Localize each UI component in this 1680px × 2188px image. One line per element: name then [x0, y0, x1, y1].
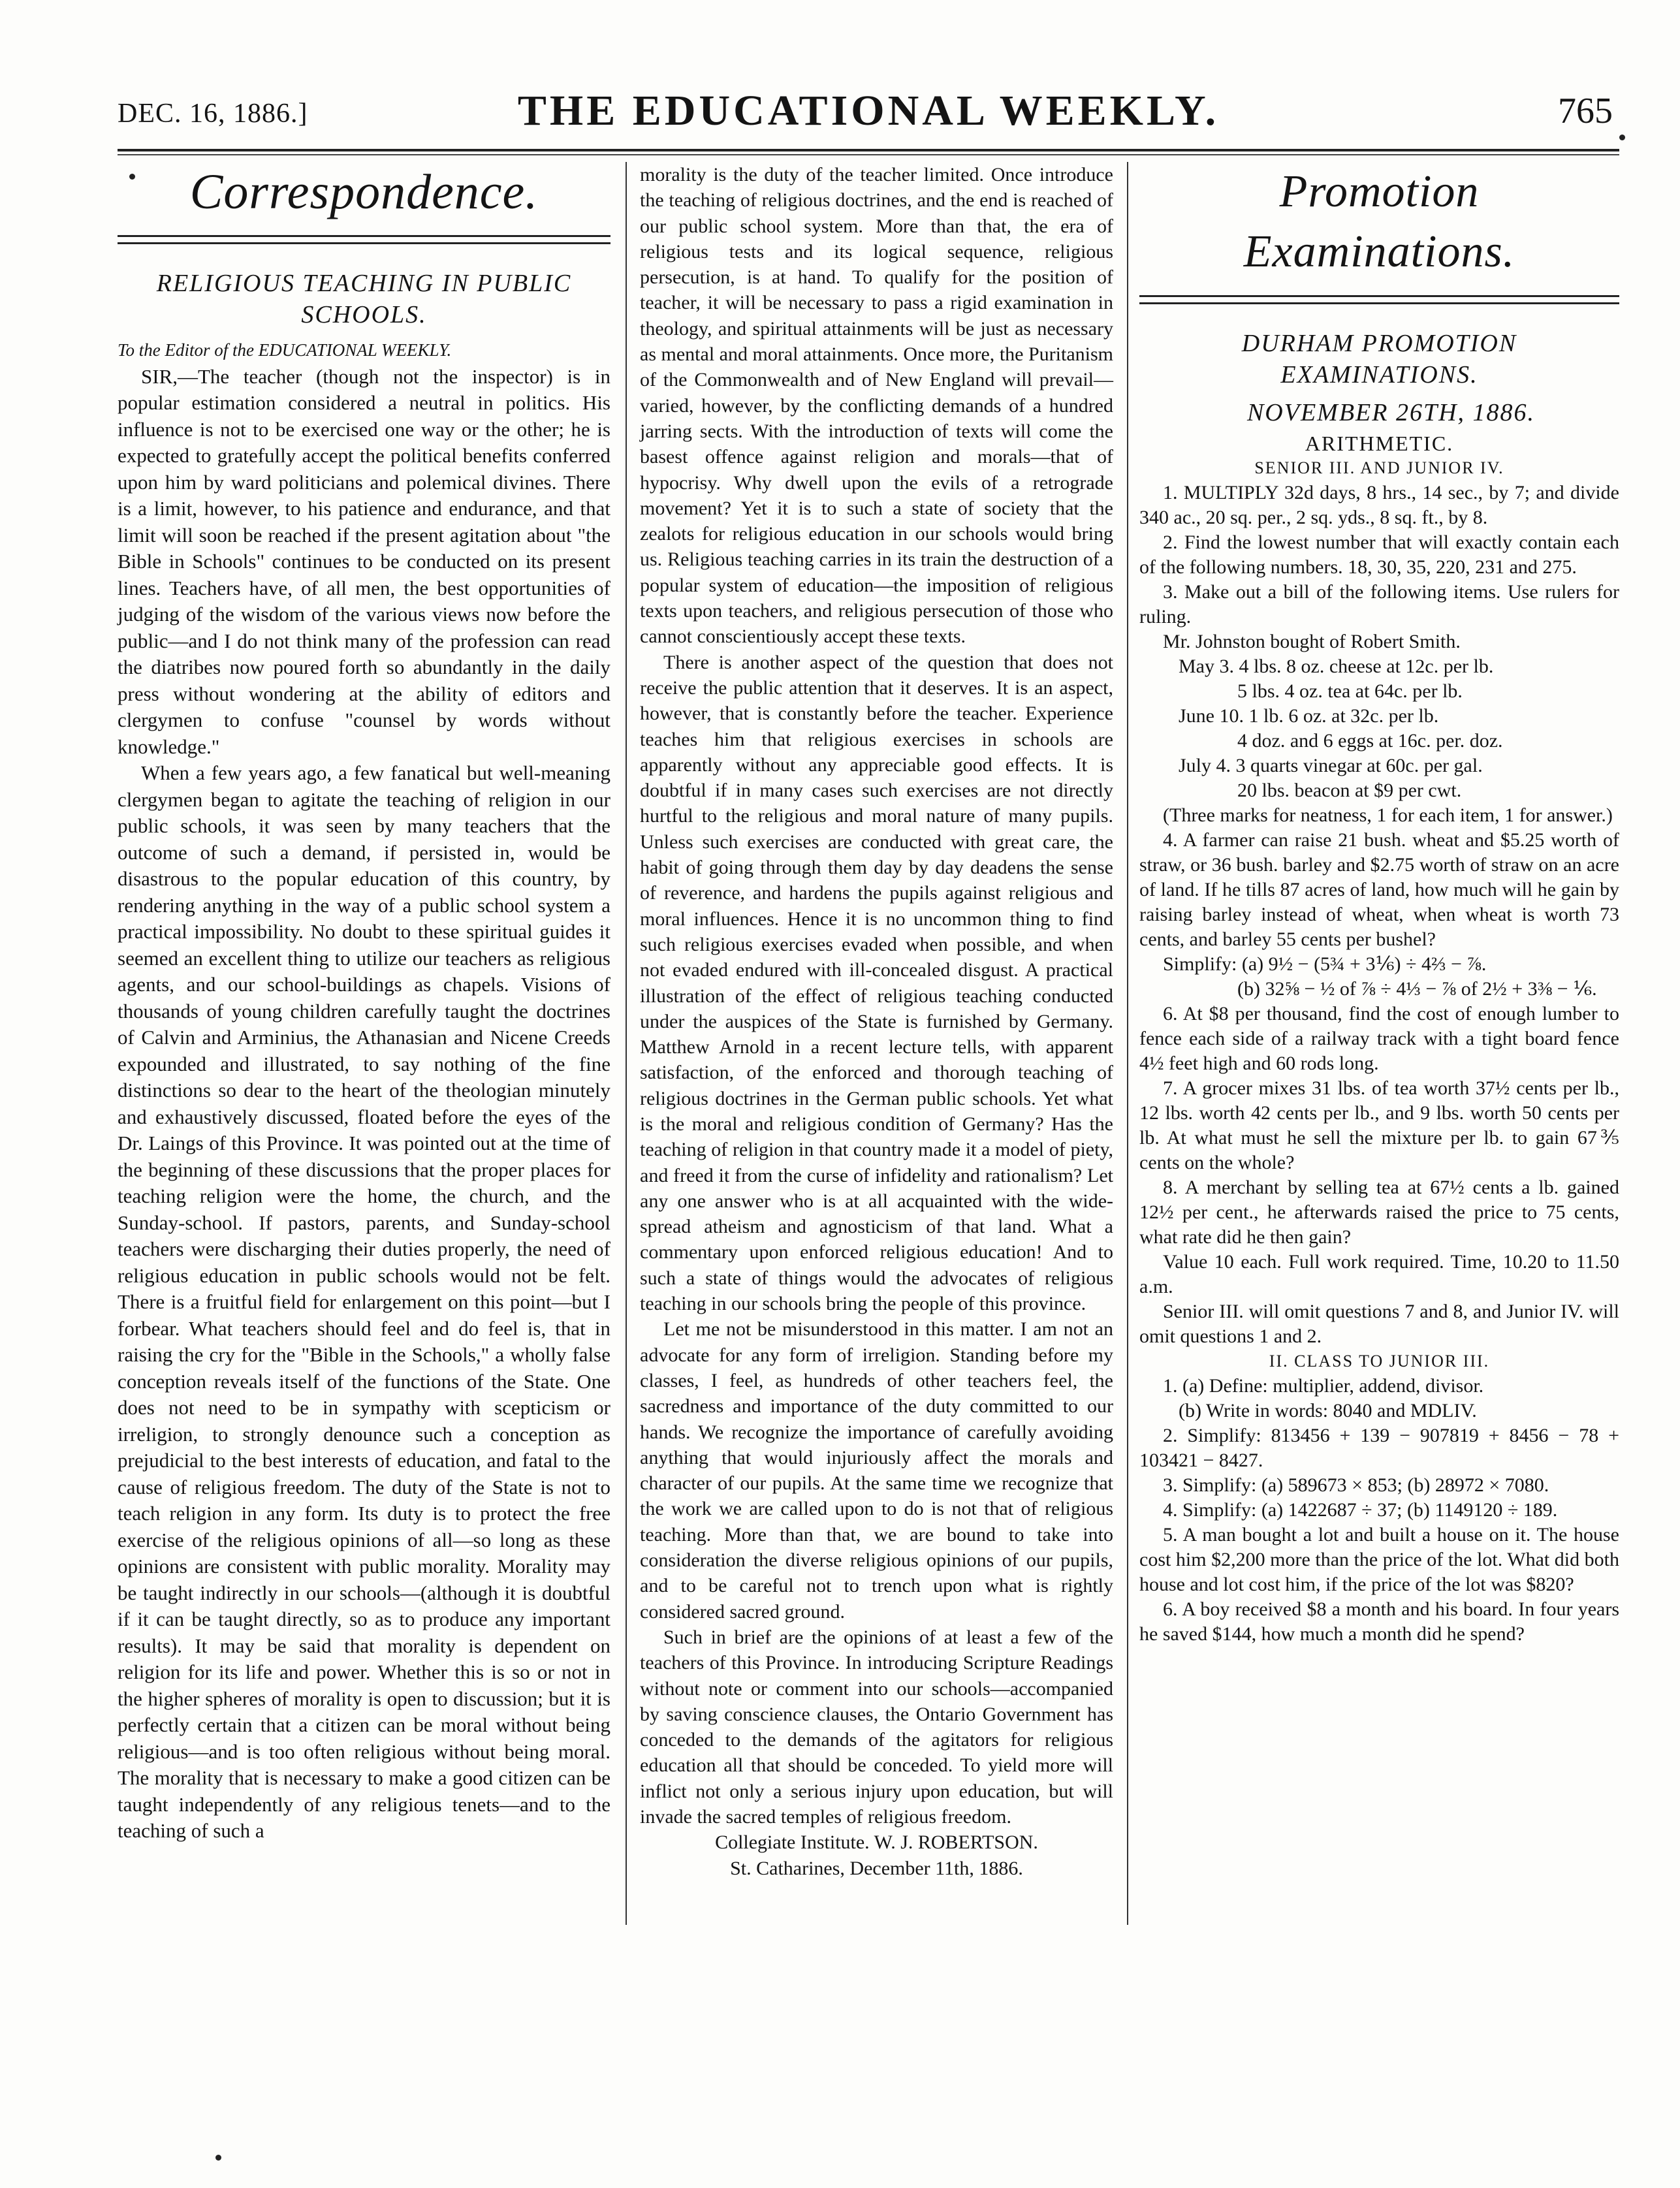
paragraph: Such in brief are the opinions of at least a few of the teachers of this Province. In introducing Scripture Readings without note or comment into our schools—accompanied by saving conscience clauses, the Ontario Government has conceded to the demands of the agitators for religious education all that should be conceded. To yield more will inflict not only a serious injury upon education, but will invade the sacred temples of religious freedom.	[640, 1626, 1113, 1828]
stray-mark	[215, 2155, 221, 2161]
column-divider	[626, 162, 627, 1925]
omit-note: Senior III. will omit questions 7 and 8, and Junior IV. will omit questions 1 and 2.	[1139, 1301, 1619, 1347]
header-rule-thin	[118, 154, 1619, 155]
value-note: Value 10 each. Full work required. Time, 10.20 to 11.50 a.m.	[1139, 1251, 1619, 1297]
section-title: Correspondence.	[189, 165, 539, 219]
bill-line: 4 doz. and 6 eggs at 16c. per. doz.	[1237, 730, 1503, 752]
correspondence-column-1	[118, 162, 610, 1845]
question: 3. Simplify: (a) 589673 × 853; (b) 28972 × 7080.	[1163, 1474, 1549, 1496]
question: 1. MULTIPLY 32d days, 8 hrs., 14 sec., by 7; and divide 340 ac., 20 sq. per., 2 sq. yds., 8 sq. ft., by 8.	[1139, 482, 1619, 528]
correspondence-column-2	[640, 162, 1113, 1881]
stray-mark	[1619, 135, 1625, 140]
part1-heading: SENIOR III. AND JUNIOR IV.	[1254, 458, 1504, 477]
paragraph: There is another aspect of the question that does not receive the public attention that it deserves. It is an aspect, however, that is constantly before the teacher. Experience teaches him that religious exercises in schools are apparently without any appreciable good effects. It is doubtful if in many cases such exercises are not directly hurtful to the religious and moral nature of many pupils. Unless such exercises are conducted with great care, the habit of going through them day by day deadens the sense of reverence, and hardens the pupils against religious and moral influences. Hence it is no uncommon thing to find such religious exercises evaded when possible, and when not evaded endured with ill-concealed disgust. A practical illustration of the effect of religious teaching conducted under the auspices of the State is furnished by Germany. Matthew Arnold in a recent lecture tells, with apparent satisfaction, of the enforced and thorough teaching of religious doctrines in the German public schools. Yet what is the moral and religious condition of Germany? Has the teaching of religion in that country made it a model of piety, and freed it from the curse of infidelity and rationalism? Let any one answer who is at all acquainted with the wide-spread atheism and agnosticism of that land. What a commentary upon enforced religious education! And to such a state of things would the advocates of religious teaching in our schools bring the people of this province.	[640, 651, 1113, 1315]
paragraph: morality is the duty of the teacher limited. Once introduce the teaching of religious doctrines, and the end is reached of our public school system. More than that, the era of religious tests and its logical sequence, religious persecution, is at hand. To qualify for the position of teacher, it will be necessary to pass a rigid examination in theology, and spiritual attainments will be just as necessary as mental and moral attainments. Once more, the Puritanism of the Commonwealth and of New England will prevail—varied, however, by the conflicting demands of a hundred jarring sects. With the introduction of texts will come the basest offence against religion and morals—that of hypocrisy. Why dwell upon the evils of a retrograde movement? Yet it is to such a state of society that the zealots for religious education in our schools would bring us. Religious teaching carries in its train the destruction of a popular system of education—the imposition of religious texts upon teachers, and religious persecution of those who cannot conscientiously accept these texts.	[640, 164, 1113, 648]
article-title: DURHAM PROMOTION EXAMINATIONS.	[1241, 330, 1517, 388]
question: 4. A farmer can raise 21 bush. wheat and $5.25 worth of straw, or 36 bush. barley and $2.75 worth of straw on an acre of land. If he tills 87 acres of land, how much will he gain by raising barley instead of wheat, when wheat is worth 73 cents, and barley 55 cents per bushel?	[1139, 829, 1619, 950]
part2-heading: II. CLASS TO JUNIOR III.	[1269, 1352, 1490, 1371]
section-title: Promotion Examinations.	[1243, 166, 1515, 277]
header-rule	[118, 149, 1619, 151]
question: 5. A man bought a lot and built a house on it. The house cost him $2,200 more than the price of the lot. What did both house and lot cost him, if the price of the lot was $820?	[1139, 1524, 1619, 1595]
paragraph: SIR,—The teacher (though not the inspector) is in popular estimation considered a neutral in politics. His influence is not to be exercised one way or the other; he is expected to gratefully accept the political benefits conferred upon him by ward politicians and polemical divines. There is a limit, however, to his patience and endurance, and that limit will soon be reached if the present agitation about "the Bible in Schools" continues to be conducted on its present lines. Teachers have, of all men, the best opportunities of judging of the wisdom of the various views now before the public—and I do not think many of the profession can read the diatribes now poured forth so abundantly in the daily press without wondering at the ability of editors and clergymen to confuse "counsel by words without knowledge."	[118, 364, 610, 758]
salutation: To the Editor of the EDUCATIONAL WEEKLY.	[118, 340, 452, 360]
bill-note: (Three marks for neatness, 1 for each item, 1 for answer.)	[1163, 804, 1613, 826]
bill-heading: Mr. Johnston bought of Robert Smith.	[1163, 631, 1461, 652]
promotion-column	[1139, 162, 1619, 1647]
section-rule	[1139, 295, 1619, 304]
column-divider	[1127, 162, 1128, 1925]
bill-line: 20 lbs. beacon at $9 per cwt.	[1237, 780, 1462, 801]
question: 7. A grocer mixes 31 lbs. of tea worth 37½ cents per lb., 12 lbs. worth 42 cents per lb., and 9 lbs. worth 50 cents per lb. At what must he sell the mixture per lb. to gain 67⅗ cents on the whole?	[1139, 1077, 1619, 1173]
question: 6. A boy received $8 a month and his board. In four years he saved $144, how much a month did he spend?	[1139, 1598, 1619, 1645]
question: 2. Find the lowest number that will exactly contain each of the following numbers. 18, 30, 35, 220, 231 and 275.	[1139, 531, 1619, 578]
page-number: 765	[1558, 91, 1613, 131]
issue-date: DEC. 16, 1886.]	[118, 99, 308, 129]
bill-line: July 4. 3 quarts vinegar at 60c. per gal.	[1179, 755, 1483, 776]
section-rule	[118, 235, 610, 244]
question-part: (b) 32⅝ − ½ of ⅞ ÷ 4⅓ − ⅞ of 2½ + 3⅜ − ⅙.	[1237, 978, 1597, 1000]
paragraph: When a few years ago, a few fanatical but well-meaning clergymen began to agitate the teaching of religion in our public schools, it was seen by many teachers that the outcome of such a demand, if persisted in, would be disastrous to the popular education of this country, by rendering anything in the way of a public school system a practical impossibility. No doubt to these spiritual guides it seemed an excellent thing to utilize our teachers as religious agents, and our school-buildings as chapels. Visions of thousands of young children carefully taught the doctrines of Calvin and Arminius, the Athanasian and Nicene Creeds expounded and illustrated, to say nothing of the fine distinctions so dear to the heart of the theologian minutely and exhaustively discussed, floated before the eyes of the Dr. Laings of this Province. It was pointed out at the time of the beginning of these discussions that the proper places for teaching religion were the home, the church, and the Sunday-school. If pastors, parents, and Sunday-school teachers were discharging their duties properly, the need of religious education in public schools would not be felt. There is a fruitful field for enlargement on this point—but I forbear. What teachers should feel and do feel is, that in raising the cry for the "Bible in the Schools," a wholly false conception reveals itself of the functions of the State. One does not need to be in sympathy with scepticism or irreligion, to strongly denounce such a conception as prejudicial to the best interests of education, and fatal to the cause of religious freedom. The duty of the State is not to teach religion in any form. Its duty is to protect the free exercise of the religious opinions of all—so long as these opinions are consistent with public morality. Morality may be taught indirectly in our schools—(although it is doubtful if it can be taught directly, so as to produce any important results). It may be said that morality is dependent on religion for its life and power. Whether this is so or not in the higher spheres of morality is open to discussion; but it is perfectly certain that a citizen can be moral without being religious—and is too often religious without being moral. The morality that is necessary to make a good citizen can be taught independently of any religious tenets—and to the teaching of such a	[118, 761, 610, 1842]
signature-place: St. Catharines, December 11th, 1886.	[730, 1857, 1023, 1879]
paragraph: Let me not be misunderstood in this matter. I am not an advocate for any form of irreligion. Standing before my classes, I feel, as hundreds of other teachers feel, the sacredness and importance of the duty committed to our hands. We recognize the importance of carefully avoiding anything that would injuriously affect the morals and character of our pupils. At the same time we recognize that the work we are called upon to do is not that of religious teaching. More than that, we are bound to take into consideration the diverse religious opinions of our pupils, and to be careful not to trench upon what is rightly considered sacred ground.	[640, 1318, 1113, 1623]
question: 8. A merchant by selling tea at 67½ cents a lb. gained 12½ per cent., he afterwards raised the price to 75 cents, what rate did he then gain?	[1139, 1177, 1619, 1248]
question: 1. (a) Define: multiplier, addend, divisor.	[1163, 1375, 1484, 1397]
question: 3. Make out a bill of the following items. Use rulers for ruling.	[1139, 581, 1619, 627]
question: 6. At $8 per thousand, find the cost of enough lumber to fence each side of a railway track with a tight board fence 4½ feet high and 60 rods long.	[1139, 1003, 1619, 1074]
question: Simplify: (a) 9½ − (5¾ + 3⅙) ÷ 4⅔ − ⅞.	[1163, 953, 1487, 975]
signature: Collegiate Institute. W. J. ROBERTSON.	[715, 1831, 1038, 1854]
question: 2. Simplify: 813456 + 139 − 907819 + 8456 − 78 + 103421 − 8427.	[1139, 1425, 1619, 1471]
bill-line: June 10. 1 lb. 6 oz. at 32c. per lb.	[1179, 705, 1439, 727]
exam-date: NOVEMBER 26TH, 1886.	[1246, 399, 1536, 426]
question: 4. Simplify: (a) 1422687 ÷ 37; (b) 1149120 ÷ 189.	[1163, 1499, 1558, 1521]
bill-line: 5 lbs. 4 oz. tea at 64c. per lb.	[1237, 680, 1463, 702]
subject: ARITHMETIC.	[1305, 432, 1454, 455]
page-header	[118, 86, 1619, 145]
question-part: (b) Write in words: 8040 and MDLIV.	[1179, 1400, 1477, 1421]
article-title: RELIGIOUS TEACHING IN PUBLIC SCHOOLS.	[156, 270, 572, 328]
journal-title: THE EDUCATIONAL WEEKLY.	[517, 87, 1220, 135]
bill-line: May 3. 4 lbs. 8 oz. cheese at 12c. per lb.	[1179, 656, 1494, 677]
